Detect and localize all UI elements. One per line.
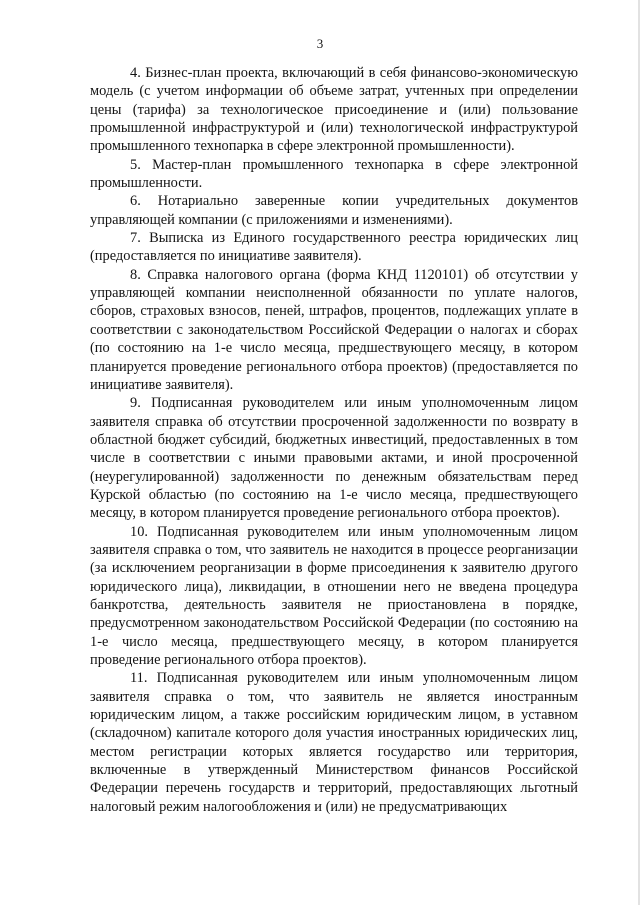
paragraph-item-11: 11. Подписанная руководителем или иным уполномоченным лицом заявителя справка о том, что заявитель не является иностранным юридическим лицом, а также российским юридическим лицом, в уставном (складочном) капитале которого доля участия иностранных юридических лиц, местом регистрации которых является государство или территория, включенные в утвержденный Министерством финансов Российской Федерации перечень государств и территорий, предоставляющих льготный налоговый режим налогообложения и (или) не предусматривающих <box>90 670 578 815</box>
document-body <box>90 64 578 816</box>
paragraph-item-9: 9. Подписанная руководителем или иным уполномоченным лицом заявителя справка об отсутствии просроченной задолженности по возврату в областной бюджет субсидий, бюджетных инвестиций, предоставленных в том числе в соответствии с иными правовыми актами, и иной просроченной (неурегулированной) задолженности по денежным обязательствам перед Курской областью (по состоянию на 1-е число месяца, предшествующего месяцу, в котором планируется проведение регионального отбора проектов). <box>90 395 578 522</box>
paragraph-item-4: 4. Бизнес-план проекта, включающий в себя финансово-экономическую модель (с учетом информации об объеме затрат, учтенных при определении цены (тарифа) за технологическое присоединение и (или) пользование промышленной инфраструктурой и (или) технологической инфраструктурой промышленного технопарка в сфере электронной промышленности). <box>90 65 578 155</box>
paragraph-item-8: 8. Справка налогового органа (форма КНД 1120101) об отсутствии у управляющей компании неисполненной обязанности по уплате налогов, сборов, страховых взносов, пеней, штрафов, процентов, подлежащих уплате в соответствии с законодательством Российской Федерации о налогах и сборах (по состоянию на 1-е число месяца, предшествующего месяцу, в котором планируется проведение регионального отбора проектов) (предоставляется по инициативе заявителя). <box>90 266 578 393</box>
paragraph-item-6: 6. Нотариально заверенные копии учредительных документов управляющей компании (с приложениями и изменениями). <box>90 193 578 228</box>
page-number: 3 <box>316 36 324 51</box>
paragraph-item-7: 7. Выписка из Единого государственного реестра юридических лиц (предоставляется по инициативе заявителя). <box>90 230 578 265</box>
paragraph-item-5: 5. Мастер-план промышленного технопарка в сфере электронной промышленности. <box>90 156 578 192</box>
paragraph-item-10: 10. Подписанная руководителем или иным уполномоченным лицом заявителя справка о том, что заявитель не находится в процессе реорганизации (за исключением реорганизации в форме присоединения к заявителю другого юридического лица), ликвидации, в отношении него не введена процедура банкротства, деятельность заявителя не приостановлена в порядке, предусмотренном законодательством Российской Федерации (по состоянию на 1-е число месяца, предшествующего месяцу, в котором планируется проведение регионального отбора проектов). <box>90 523 578 668</box>
